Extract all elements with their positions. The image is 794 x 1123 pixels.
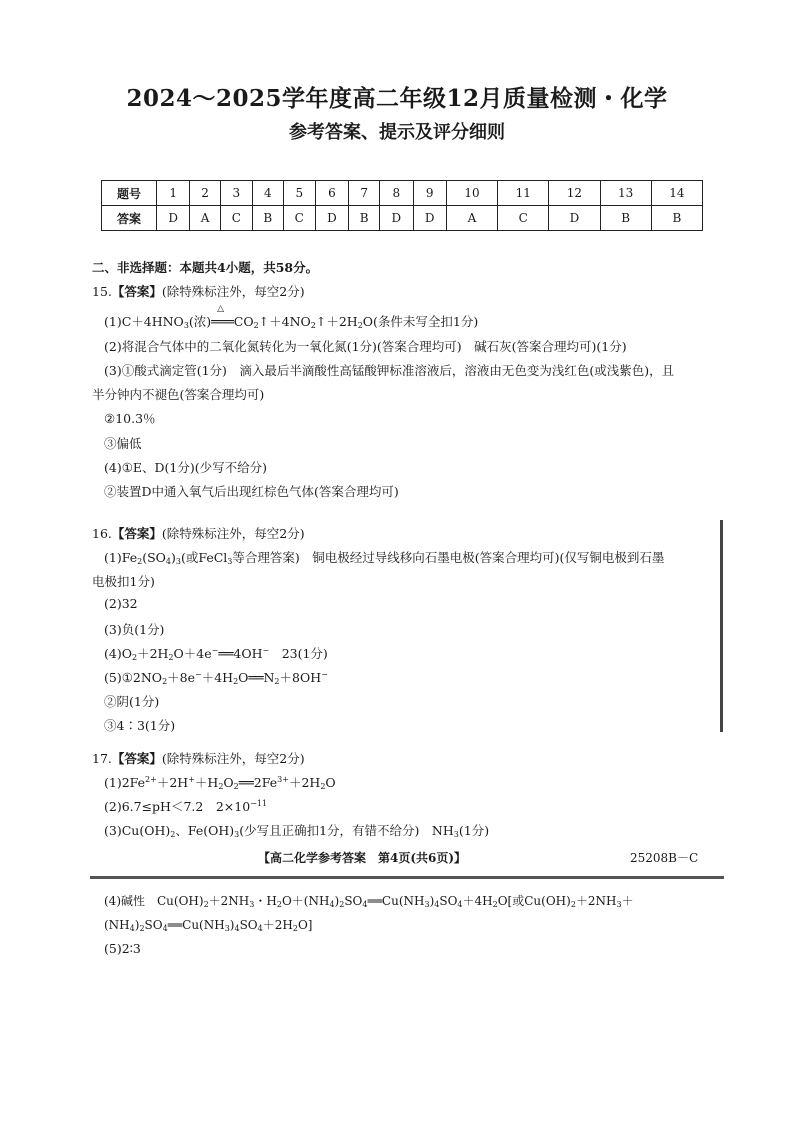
equals-sign: ═══ [211,314,234,329]
table-cell: C [283,206,315,231]
table-cell: 12 [549,181,600,206]
superscript: 2+ [145,775,157,784]
text-run: (5)①2NO [104,670,163,685]
q17-line-1 [104,773,336,791]
text-run: ══2Fe [238,775,278,790]
text-run: ↑＋2H [315,314,358,329]
subscript: 2 [274,677,280,686]
question-number: 16. [92,526,112,541]
text-run: ＋ [621,894,634,908]
table-cell: D [157,206,190,231]
subscript: 3 [453,830,459,839]
q16-line-4: (3)负(1分) [104,622,165,637]
subscript: 2 [357,321,363,330]
text-run: (1分) [458,823,490,838]
subscript: 4 [434,900,440,909]
text-run: ＋2H [137,646,169,661]
text-run: ══Cu(NH [367,894,425,908]
subscript: 2 [310,321,316,330]
subscript: 4 [162,924,168,933]
subscript: 3 [424,900,430,909]
subscript: 2 [131,653,138,662]
text-run: ══4OH [218,646,263,661]
text-run: ＋2H [288,775,321,790]
subscript: 4 [129,924,135,933]
text-run: ) [170,550,176,565]
text-run: (少写且正确扣1分，有错不给分) NH [239,823,454,838]
page-divider [90,876,724,879]
table-cell: 14 [651,181,702,206]
side-bar [720,520,723,732]
q15-line-6: ③偏低 [104,436,142,451]
text-run: (3)Cu(OH) [104,823,171,838]
subscript: 2 [203,900,209,909]
q17-line-5 [104,916,312,933]
table-cell: B [349,206,380,231]
text-run: (NH [104,918,130,932]
table-cell: A [446,206,497,231]
text-run: ) [334,894,340,908]
text-run: (或FeCl [180,550,228,565]
table-cell: D [413,206,446,231]
text-run: (4)O [104,646,132,661]
text-run: O [223,775,234,790]
table-cell: 6 [315,181,348,206]
text-run: (浓) [188,314,212,329]
text-run: O(条件未写全扣1分) [362,314,479,329]
table-cell: 13 [600,181,651,206]
q17-line-2 [104,797,267,815]
q16-line-6 [104,668,328,686]
q15-line-7: (4)①E、D(1分)(少写不给分) [104,460,268,475]
q15-line-4: 半分钟内不褪色(答案合理均可) [92,387,265,402]
subscript: 3 [227,557,233,566]
answer-table [101,180,703,231]
q16-line-2: 电极扣1分) [92,574,155,589]
text-run: O] [297,918,313,932]
text-run: SO [144,918,163,932]
question-number: 17. [92,751,112,766]
document-code: 25208B－C [630,851,699,865]
q17-line-3 [104,821,489,839]
table-cell: D [380,206,413,231]
text-run: ＋2H [262,918,293,932]
subscript: 4 [165,557,171,566]
text-run: CO [233,314,254,329]
table-cell: 2 [190,181,220,206]
superscript: − [211,646,219,655]
question-number: 15. [92,284,112,299]
subscript: 4 [257,924,263,933]
subscript: 2 [218,782,224,791]
text-run: 23(1分) [269,646,328,661]
q16-line-1 [104,548,664,566]
superscript: + [188,775,195,784]
answer-tag: 【答案】 [111,284,162,299]
subscript: 2 [162,677,168,686]
table-cell: A [190,206,220,231]
q17-line-6: (5)2∶3 [104,941,141,956]
subscript: 3 [616,900,622,909]
page-title: 2024～2025学年度高二年级12月质量检测・化学 [126,85,668,112]
superscript: −11 [250,799,268,808]
text-run: ＋8e [167,670,196,685]
text-run: ) [134,918,140,932]
text-run: ＋2NH [208,894,250,908]
superscript: − [195,670,202,679]
text-run: ＋2H [156,775,189,790]
subscript: 2 [320,782,326,791]
heat-symbol-icon [211,314,234,329]
answer-table-number-row [102,181,703,206]
scoring-note: (除特殊标注外，每空2分) [161,284,305,299]
table-cell: B [651,206,702,231]
text-run: ＋2NH [575,894,617,908]
text-run: ・H [254,894,277,908]
subscript: 2 [276,900,282,909]
subscript: 2 [233,782,239,791]
text-run: (4)碱性 Cu(OH) [104,894,204,908]
text-run: O [325,775,336,790]
q16-line-5 [104,644,328,662]
subscript: 2 [168,653,174,662]
table-cell: D [549,206,600,231]
text-run: (1)C＋4HNO [104,314,184,329]
table-cell: C [498,206,549,231]
text-run: ＋8OH [279,670,322,685]
table-cell: 7 [349,181,380,206]
answer-row-label: 答案 [102,206,157,231]
section-heading: 二、非选择题：本题共4小题，共58分。 [92,260,319,275]
page-footer: 【高二化学参考答案 第4页(共6页)】 [258,851,467,865]
table-cell: 4 [252,181,283,206]
subscript: 2 [137,557,143,566]
text-run: (1)Fe [104,550,138,565]
subscript: 3 [234,830,240,839]
text-run: ↑＋4NO [258,314,311,329]
table-cell: B [600,206,651,231]
number-row-label: 题号 [102,181,157,206]
text-run: (1)2Fe [104,775,146,790]
q16-line-7: ②阴(1分) [104,694,160,709]
text-run: ＋4H [201,670,234,685]
answer-table-answer-row [102,206,703,231]
q15-line-8: ②装置D中通入氧气后出现红棕色气体(答案合理均可) [104,484,399,499]
answer-tag: 【答案】 [111,751,162,766]
subscript: 4 [457,900,463,909]
subscript: 2 [492,900,498,909]
text-run: O＋4e [173,646,212,661]
answer-tag: 【答案】 [111,526,162,541]
text-run: ＋H [194,775,219,790]
subscript: 3 [249,900,255,909]
table-cell: 8 [380,181,413,206]
subscript: 4 [362,900,368,909]
text-run: O＋(NH [281,894,330,908]
page-subtitle: 参考答案、提示及评分细则 [289,122,505,143]
text-run: ) [229,918,235,932]
table-cell: C [220,206,252,231]
text-run: O[或Cu(OH) [497,894,571,908]
text-run: SO [344,894,363,908]
subscript: 2 [253,321,259,330]
text-run: 等合理答案) 铜电极经过导线移向石墨电极(答案合理均可)(仅写铜电极到石墨 [232,550,665,565]
subscript: 4 [234,924,240,933]
subscript: 2 [139,924,145,933]
table-cell: 1 [157,181,190,206]
subscript: 3 [224,924,230,933]
table-cell: 11 [498,181,549,206]
scoring-note: (除特殊标注外，每空2分) [161,751,305,766]
q15-line-2: (2)将混合气体中的二氧化氮转化为一氧化氮(1分)(答案合理均可) 碱石灰(答案合理均可)(1分) [104,339,627,354]
q15-line-3: (3)①酸式滴定管(1分) 滴入最后半滴酸性高锰酸钾标准溶液后，溶液由无色变为浅红色(或浅紫色)，且 [104,363,675,378]
text-run: SO [239,918,258,932]
subscript: 2 [233,677,239,686]
table-cell: 5 [283,181,315,206]
table-cell: B [252,206,283,231]
q15-line-5: ②10.3％ [104,411,156,426]
superscript: 3+ [277,775,289,784]
q17-line-4 [104,892,634,909]
q17-header [92,749,305,767]
scoring-note: (除特殊标注外，每空2分) [161,526,305,541]
q15-header [92,282,305,300]
text-run: O══N [238,670,275,685]
table-cell: D [315,206,348,231]
subscript: 4 [329,900,335,909]
text-run: ) [429,894,435,908]
superscript: − [262,646,270,655]
table-cell: 9 [413,181,446,206]
subscript: 3 [175,557,181,566]
text-run: ＋4H [462,894,493,908]
q15-line-1 [104,312,478,330]
text-run: (SO [142,550,166,565]
superscript: − [321,670,328,679]
q16-line-3: (2)32 [104,596,138,611]
text-run: ══Cu(NH [167,918,225,932]
subscript: 2 [292,924,298,933]
subscript: 2 [339,900,345,909]
q16-line-8: ③4∶3(1分) [104,718,176,733]
subscript: 2 [570,900,576,909]
table-cell: 3 [220,181,252,206]
text-run: (2)6.7≤pH＜7.2 2×10 [104,799,251,814]
subscript: 3 [183,321,189,330]
q16-header [92,524,305,542]
text-run: SO [439,894,458,908]
text-run: 、Fe(OH) [175,823,235,838]
table-cell: 10 [446,181,497,206]
subscript: 2 [170,830,176,839]
